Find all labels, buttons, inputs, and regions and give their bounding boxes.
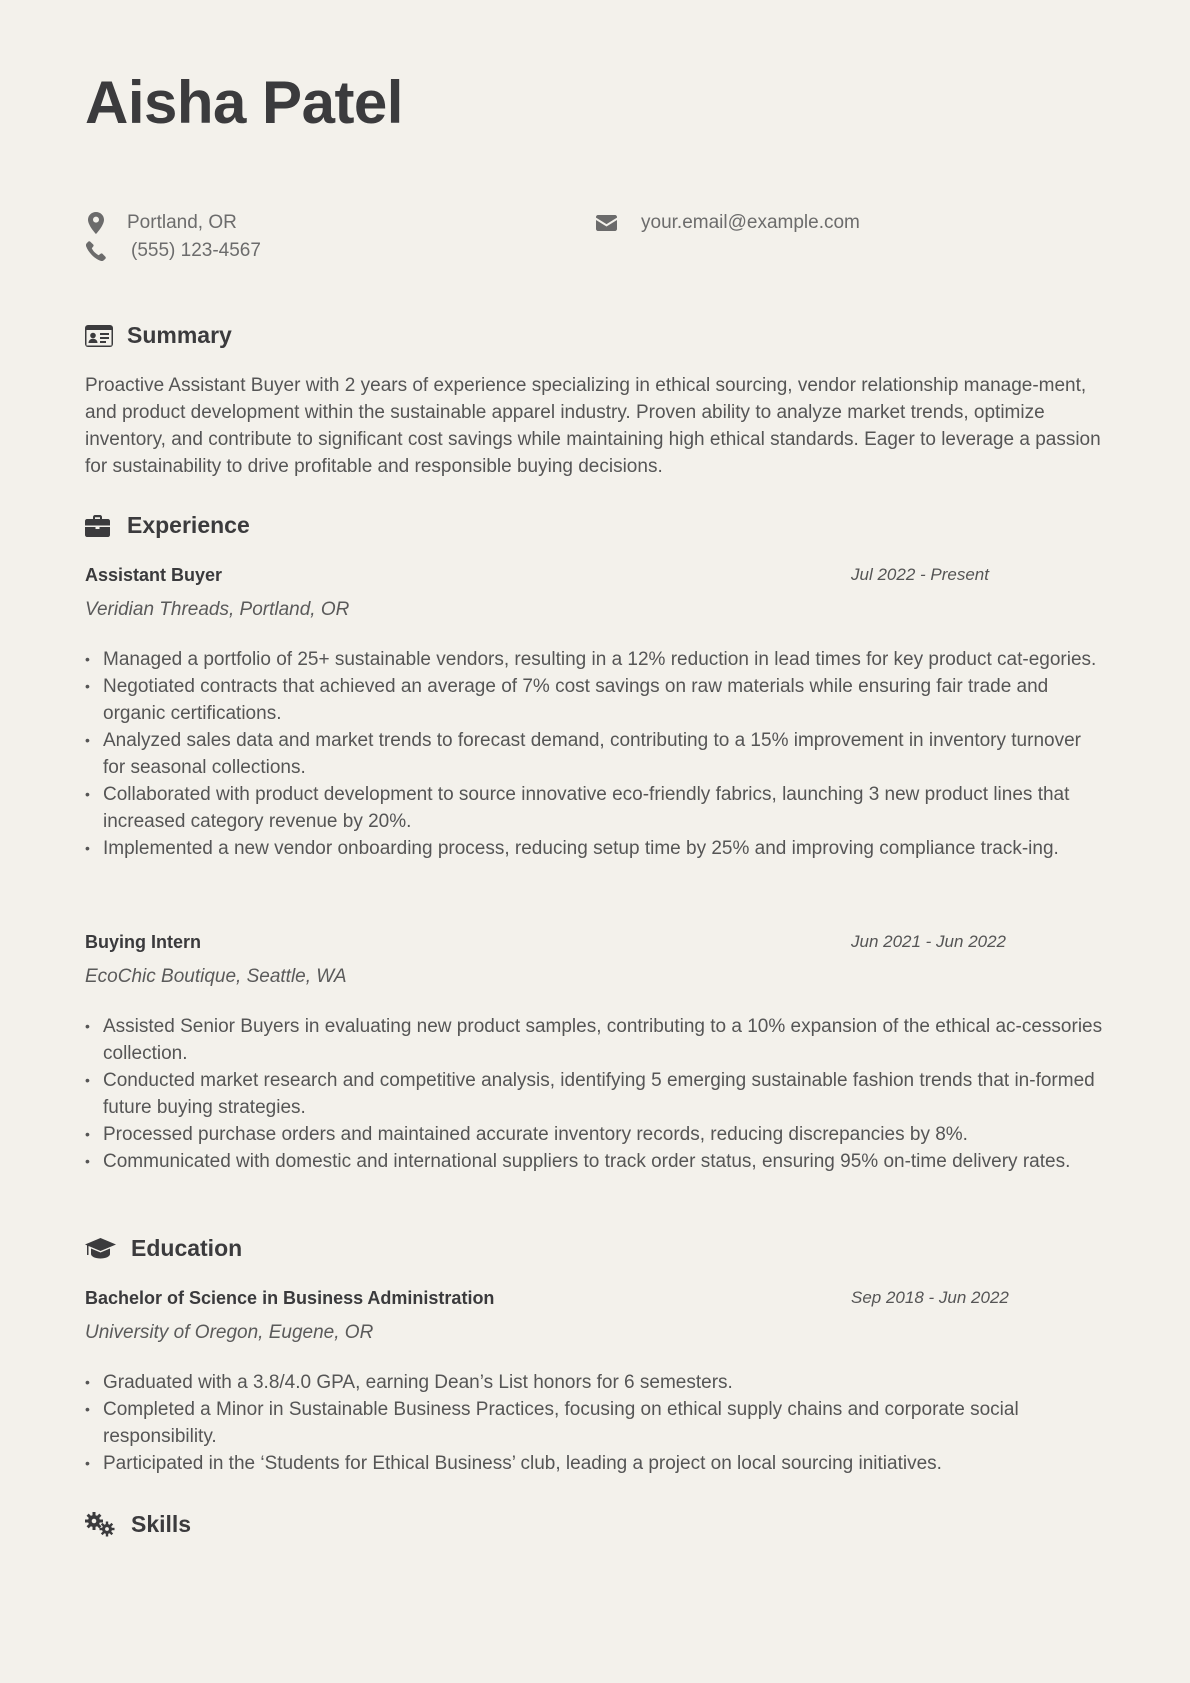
list-item: • Assisted Senior Buyers in evaluating new product samples, contributing to a 10% expansion of the ethical ac-cessories collection. (103, 1013, 1108, 1067)
list-item: • Collaborated with product development to source innovative eco-friendly fabrics, launching 3 new product lines that increased category revenue by 20%. (103, 781, 1108, 835)
summary-heading (85, 322, 232, 349)
contact-location (85, 212, 237, 234)
summary-text: Proactive Assistant Buyer with 2 years of experience specializing in ethical sourcing, vendor relationship manage-ment, and product development within the sustainable apparel industry. Proven ability to analyze market trends, optimize inventory, and contribute to significant cost savings while maintaining high ethical standards. Eager to leverage a passion for sustainability to drive profitable and responsible buying decisions. (85, 375, 1101, 477)
job-title: Assistant Buyer (85, 565, 223, 585)
candidate-name: Aisha Patel (85, 69, 403, 136)
list-item: • Managed a portfolio of 25+ sustainable vendors, resulting in a 12% reduction in lead times for key product cat-egories. (103, 646, 1108, 673)
phone-text: (555) 123-4567 (131, 240, 261, 261)
list-item: • Conducted market research and competitive analysis, identifying 5 emerging sustainable fashion trends that in-formed future buying strategies. (103, 1067, 1108, 1121)
gears-icon (85, 1512, 119, 1538)
job-date: Jul 2022 - Present (851, 565, 989, 584)
summary-title: Summary (127, 322, 232, 348)
graduation-cap-icon (85, 1236, 119, 1262)
education-title: Education (131, 1235, 243, 1261)
job-company: Veridian Threads, Portland, OR (85, 599, 350, 620)
list-item: • Completed a Minor in Sustainable Business Practices, focusing on ethical supply chains and corporate social responsibility. (103, 1396, 1108, 1450)
degree-title: Bachelor of Science in Business Administration (85, 1288, 495, 1308)
id-card-icon (85, 323, 115, 349)
contact-phone (85, 240, 261, 262)
degree-date: Sep 2018 - Jun 2022 (851, 1288, 1009, 1307)
phone-icon (85, 240, 107, 262)
list-item: • Participated in the ‘Students for Ethical Business’ club, leading a project on local sourcing initiatives. (103, 1450, 1108, 1477)
location-text: Portland, OR (127, 212, 237, 233)
list-item: • Implemented a new vendor onboarding process, reducing setup time by 25% and improving compliance track-ing. (103, 835, 1108, 862)
education-heading (85, 1235, 242, 1262)
job-bullets (85, 646, 1108, 862)
list-item: • Communicated with domestic and international suppliers to track order status, ensuring 95% on-time delivery rates. (103, 1148, 1108, 1175)
envelope-icon (595, 212, 617, 234)
job-company: EcoChic Boutique, Seattle, WA (85, 966, 347, 987)
experience-heading (85, 512, 250, 539)
list-item: • Graduated with a 3.8/4.0 GPA, earning Dean’s List honors for 6 semesters. (103, 1369, 1108, 1396)
job-date: Jun 2021 - Jun 2022 (851, 932, 1007, 951)
email-link[interactable]: your.email@example.com (641, 212, 860, 233)
list-item: • Negotiated contracts that achieved an average of 7% cost savings on raw materials while ensuring fair trade and organic certifications. (103, 673, 1108, 727)
skills-heading (85, 1511, 191, 1538)
school-name: University of Oregon, Eugene, OR (85, 1322, 374, 1343)
education-bullets (85, 1369, 1108, 1477)
briefcase-icon (85, 513, 115, 539)
skills-title: Skills (131, 1511, 192, 1537)
contact-email (595, 212, 860, 234)
job-title: Buying Intern (85, 932, 201, 952)
map-marker-icon (85, 212, 107, 234)
experience-title: Experience (127, 512, 250, 538)
list-item: • Processed purchase orders and maintained accurate inventory records, reducing discrepancies by 8%. (103, 1121, 1108, 1148)
job-bullets (85, 1013, 1108, 1175)
list-item: • Analyzed sales data and market trends to forecast demand, contributing to a 15% improvement in inventory turnover for seasonal collections. (103, 727, 1108, 781)
